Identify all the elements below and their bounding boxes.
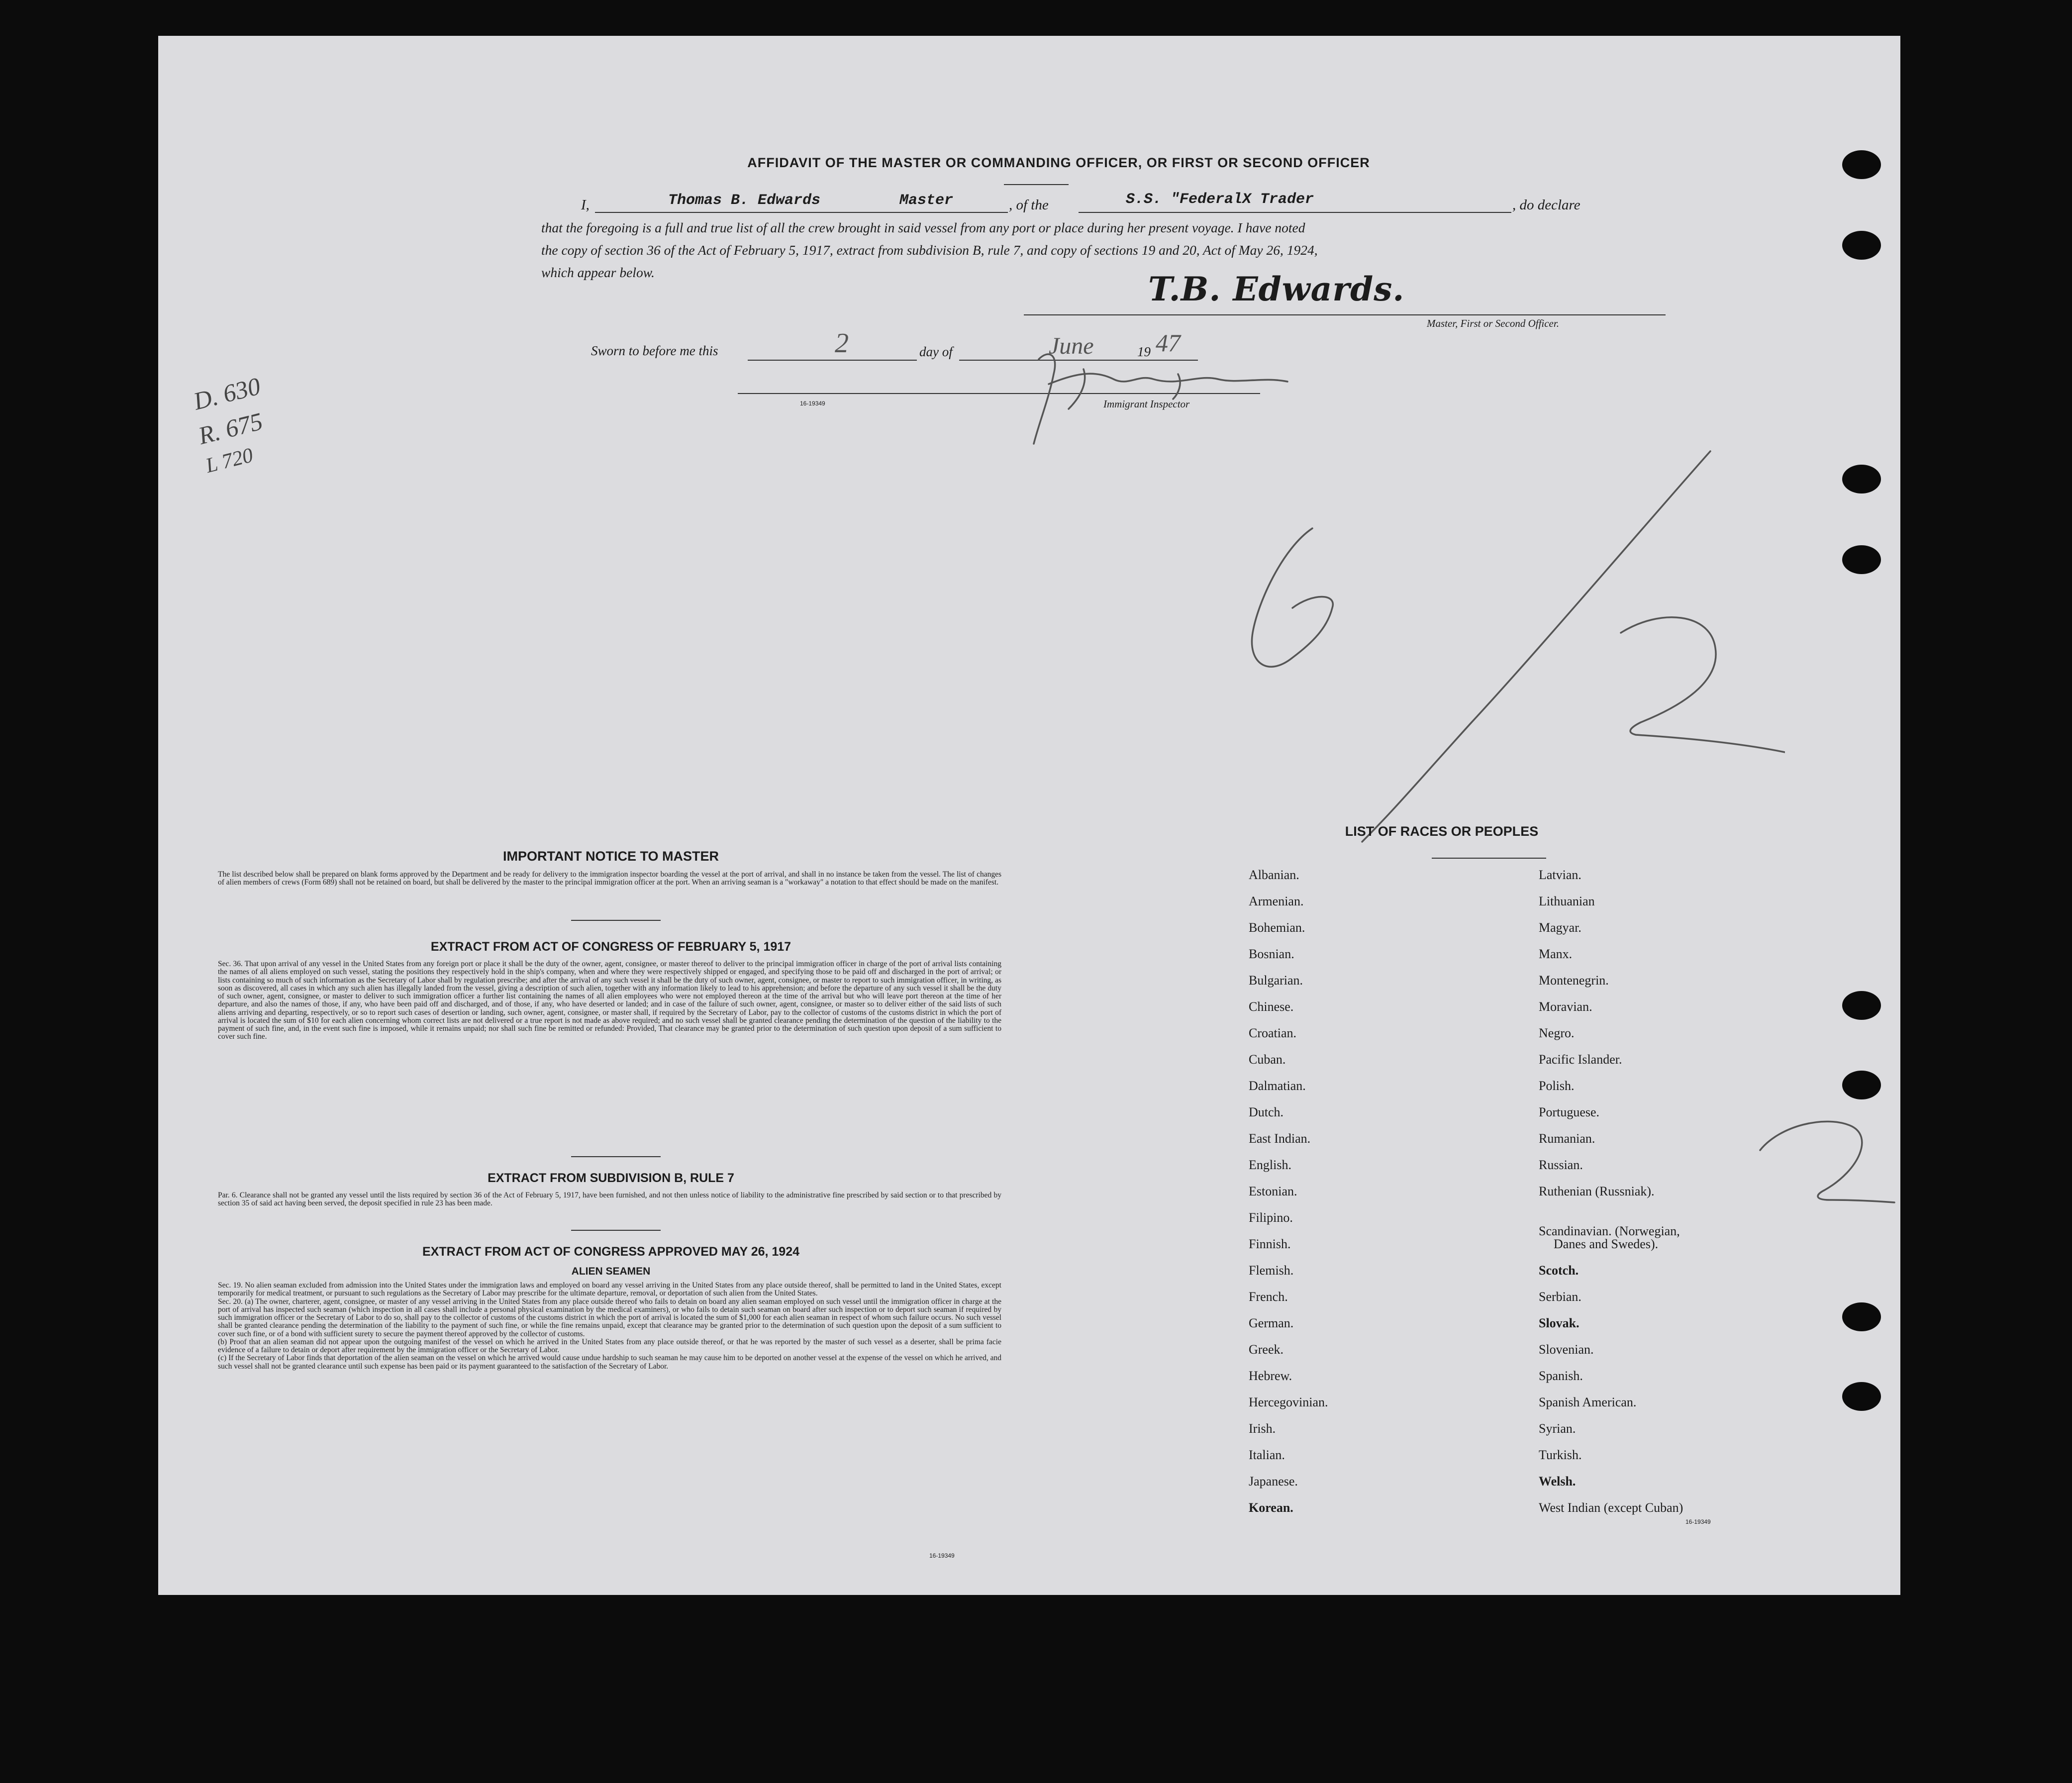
- section-20a: Sec. 20. (a) The owner, charterer, agent, consignee, or master of any vessel arriving in the United States from any place outside thereof who fails to detain on board any alien seaman employed on such vessel until the immigration officer in charge at the port of arrival has inspected such seaman (which inspection in all cases shall include a personal physical examination by the medical examiners), or who fails to detain such seaman on board after such inspection or to deport such seaman if required by such immigration officer or the Secretary of Labor to do so, shall pay to the collector of customs of the customs district in which the port of arrival is located the sum of $1,000 for each alien seaman in respect of whom such failure occurs. No such vessel shall be granted clearance pending the determination of the liability to the payment of such fine, or while the fine remains unpaid, except that clearance may be granted prior to the determination of such question upon the deposit of a sum sufficient to cover such fine, or of a bond with sufficient surety to secure the payment thereof approved by the collector of customs.: [218, 1297, 1001, 1338]
- notice-rule: [571, 920, 661, 921]
- form-number-left: 16-19349: [929, 1552, 955, 1559]
- race-right: Scotch.: [1539, 1263, 1579, 1278]
- race-right: Syrian.: [1539, 1421, 1576, 1436]
- race-left: Japanese.: [1249, 1474, 1298, 1488]
- races-heading: LIST OF RACES OR PEOPLES: [1345, 824, 1539, 839]
- race-left: German.: [1249, 1316, 1294, 1330]
- punch-hole: [1842, 465, 1881, 494]
- race-right: Serbian.: [1539, 1289, 1581, 1304]
- race-left: Chinese.: [1249, 999, 1294, 1014]
- side-mark-annotation: [1750, 1110, 1899, 1210]
- affidavit-line-2: that the foregoing is a full and true list of all the crew brought in said vessel from any port or place during her present voyage. I have noted: [541, 220, 1305, 235]
- race-right: Turkish.: [1539, 1448, 1582, 1462]
- affidavit-line-4: which appear below.: [541, 265, 655, 280]
- inspector-caption: Immigrant Inspector: [1103, 398, 1190, 410]
- race-right: Latvian.: [1539, 868, 1581, 882]
- race-right: Danes and Swedes).: [1554, 1237, 1659, 1251]
- sworn-label: Sworn to before me this: [591, 343, 718, 358]
- signature-rule: [1024, 314, 1666, 315]
- race-left: Finnish.: [1249, 1237, 1291, 1251]
- document-sheet: [158, 36, 1900, 1595]
- extract-1924-heading: EXTRACT FROM ACT OF CONGRESS APPROVED MAY 26, 1924: [422, 1245, 800, 1259]
- master-signature: T.B. Edwards.: [1148, 270, 1405, 308]
- form-number-top: 16-19349: [800, 400, 825, 407]
- races-rule: [1432, 858, 1546, 859]
- race-right: Lithuanian: [1539, 894, 1595, 908]
- race-left: Bosnian.: [1249, 947, 1294, 961]
- race-right: Rumanian.: [1539, 1131, 1595, 1146]
- notice-body: The list described below shall be prepared on blank forms approved by the Department and be ready for delivery to the immigration inspector boarding the vessel at the port of arrival, and shall in no instance be taken from the vessel. The list of changes of alien members of crews (Form 689) shall not be retained on board, but shall be delivered by the master to the principal immigration officer at the port. When an arriving seaman is a "workaway" a notation to that effect should be made on the manifest.: [218, 870, 1001, 887]
- inspector-signature-scribble: [1029, 339, 1307, 454]
- master-rank: Master: [899, 192, 954, 209]
- race-right: Spanish American.: [1539, 1395, 1637, 1409]
- race-right: Polish.: [1539, 1079, 1575, 1093]
- race-right: Slovak.: [1539, 1316, 1579, 1330]
- race-left: Irish.: [1249, 1421, 1276, 1436]
- race-right: Pacific Islander.: [1539, 1052, 1622, 1067]
- section-20b: (b) Proof that an alien seaman did not appear upon the outgoing manifest of the vessel on which he arrived in the United States from any place outside thereof, or that he was reported by the master of such vessel as a deserter, shall be prima facie evidence of a failure to detain or deport after requirement by the immigration officer or the Secretary of Labor.: [218, 1337, 1001, 1355]
- race-right: Welsh.: [1539, 1474, 1576, 1488]
- race-left: Hercegovinian.: [1249, 1395, 1328, 1409]
- of-the-label: , of the: [1009, 197, 1049, 213]
- punch-hole: [1842, 1071, 1881, 1099]
- affidavit-lead: I,: [581, 197, 590, 213]
- race-left: English.: [1249, 1158, 1291, 1172]
- title-rule: [1004, 184, 1069, 185]
- punch-hole: [1842, 231, 1881, 260]
- sworn-day: 2: [835, 328, 849, 359]
- race-left: Cuban.: [1249, 1052, 1286, 1067]
- margin-note-3: L 720: [203, 444, 256, 478]
- race-left: Dutch.: [1249, 1105, 1284, 1119]
- race-right: Montenegrin.: [1539, 973, 1609, 988]
- extract-1917-heading: EXTRACT FROM ACT OF CONGRESS OF FEBRUARY 5, 1917: [430, 940, 791, 954]
- punch-hole: [1842, 991, 1881, 1020]
- sworn-month: June: [1049, 333, 1094, 359]
- race-left: East Indian.: [1249, 1131, 1311, 1146]
- day-of-label: day of: [919, 344, 953, 359]
- alien-seamen-subheading: ALIEN SEAMEN: [571, 1266, 651, 1277]
- extract-1917-body: Sec. 36. That upon arrival of any vessel in the United States from any foreign port or place it shall be the duty of the owner, agent, consignee, or master thereof to deliver to the principal immigration officer in charge of the port of arrival lists containing the names of all aliens employed on such vessel, stating the positions they respectively hold in the ship's company, when and where they were respectively shipped or engaged, and specifying those to be paid off and discharged in the port of arrival; or lists containing so much of such information as the Secretary of Labor shall by regulation prescribe; and after the arrival of any such vessel it shall be the duty of such owner, agent, consignee, or master to report to such immigration officer, in writing, as soon as discovered, all cases in which any such alien has illegally landed from the vessel, giving a description of such alien, together with any information likely to lead to his apprehension; and before the departure of any such vessel it shall be the duty of such owner, agent, consignee, or master to deliver to such immigration officer a further list containing the names of all alien employees who were not employed thereon at the time of the arrival but who will leave port thereon at the time of her departure, and also the names of those, if any, who have been paid off and discharged, and of those, if any, who have deserted or landed; and in case of the failure of such owner, agent, consignee, or master so to deliver either of the said lists of such aliens arriving and departing, respectively, or so to report such cases of desertion or landing, such owner, agent, consignee, or master shall, if required by the Secretary of Labor, pay to the collector of customs of the customs district in which the port of arrival is located the sum of $10 for each alien concerning whom correct lists are not delivered or a true report is not made as above required; and no such vessel shall be granted clearance pending the determination of the question of the liability to the payment of such fine, and, in the event such fine is imposed, while it remains unpaid; nor shall such fine be remitted or refunded: Provided, That clearance may be granted prior to the determination of such question upon deposit of a sum sufficient to cover such fine.: [218, 960, 1001, 1041]
- fraction-annotation: [1213, 444, 1785, 852]
- race-right: Manx.: [1539, 947, 1573, 961]
- section-20c: (c) If the Secretary of Labor finds that deportation of the alien seaman on the vessel on which he arrived would cause undue hardship to such seaman he may cause him to be deported on another vessel at the expense of the vessel on which he arrived, and such vessel shall not be granted clearance until such expense has been paid or its payment guaranteed to the satisfaction of the Secretary of Labor.: [218, 1354, 1001, 1371]
- race-right: Moravian.: [1539, 999, 1592, 1014]
- race-left: Bulgarian.: [1249, 973, 1303, 988]
- race-left: Dalmatian.: [1249, 1079, 1306, 1093]
- year-prefix: 19: [1137, 344, 1151, 359]
- punch-hole: [1842, 545, 1881, 574]
- race-right: West Indian (except Cuban): [1539, 1500, 1683, 1515]
- subdivision-b-rule: [571, 1230, 661, 1231]
- race-left: Korean.: [1249, 1500, 1293, 1515]
- margin-note-1: D. 630: [191, 372, 263, 415]
- subdivision-b-heading: EXTRACT FROM SUBDIVISION B, RULE 7: [488, 1171, 734, 1185]
- race-left: Bohemian.: [1249, 920, 1305, 935]
- affidavit-line-3: the copy of section 36 of the Act of February 5, 1917, extract from subdivision B, rule 7, and copy of sections 19 and 20, Act of May 26, 1924,: [541, 242, 1318, 258]
- race-left: Italian.: [1249, 1448, 1285, 1462]
- race-left: Flemish.: [1249, 1263, 1294, 1278]
- race-right: Spanish.: [1539, 1369, 1583, 1383]
- margin-note-2: R. 675: [196, 407, 266, 450]
- affidavit-title: AFFIDAVIT OF THE MASTER OR COMMANDING OFFICER, OR FIRST OR SECOND OFFICER: [747, 155, 1370, 170]
- race-right: Slovenian.: [1539, 1342, 1594, 1357]
- extract-1917-rule: [571, 1156, 661, 1157]
- race-left: Filipino.: [1249, 1210, 1293, 1225]
- race-left: Estonian.: [1249, 1184, 1297, 1198]
- race-left: Armenian.: [1249, 894, 1304, 908]
- race-left: Hebrew.: [1249, 1369, 1292, 1383]
- year-suffix: 47: [1156, 329, 1181, 357]
- notice-heading: IMPORTANT NOTICE TO MASTER: [503, 849, 719, 864]
- race-right: Russian.: [1539, 1158, 1583, 1172]
- race-left: French.: [1249, 1289, 1288, 1304]
- do-declare-label: , do declare: [1512, 197, 1580, 213]
- extract-1924-sections: [218, 1282, 1001, 1371]
- subdivision-b-body: Par. 6. Clearance shall not be granted any vessel until the lists required by section 36 of the Act of February 5, 1917, have been furnished, and not then unless notice of liability to the administrative fine prescribed by said section or to that prescribed by section 35 of said act having been served, the deposit specified in rule 23 has been made.: [218, 1191, 1001, 1208]
- punch-hole: [1842, 1382, 1881, 1411]
- punch-hole: [1842, 1302, 1881, 1331]
- form-number-right: 16-19349: [1685, 1518, 1711, 1525]
- section-19: Sec. 19. No alien seaman excluded from admission into the United States under the immigration laws and employed on board any vessel arriving in the United States from any place outside thereof, shall be permitted to land in the United States, except temporarily for medical treatment, or pursuant to such regulations as the Secretary of Labor may prescribe for the ultimate departure, removal, or deportation of such alien from the United States.: [218, 1281, 1001, 1298]
- race-left: Albanian.: [1249, 868, 1299, 882]
- race-right: Magyar.: [1539, 920, 1581, 935]
- race-right: Ruthenian (Russniak).: [1539, 1184, 1655, 1198]
- race-right: Negro.: [1539, 1026, 1575, 1040]
- master-name: Thomas B. Edwards: [668, 192, 821, 209]
- race-left: Croatian.: [1249, 1026, 1297, 1040]
- sworn-day-rule: [748, 360, 917, 361]
- affidavit-line-1: [581, 191, 1666, 216]
- race-left: Greek.: [1249, 1342, 1284, 1357]
- vessel-name: S.S. "FederalX Trader: [1126, 191, 1314, 208]
- signature-caption: Master, First or Second Officer.: [1427, 317, 1559, 329]
- race-right: Scandinavian. (Norwegian,: [1539, 1224, 1680, 1238]
- race-right: Portuguese.: [1539, 1105, 1600, 1119]
